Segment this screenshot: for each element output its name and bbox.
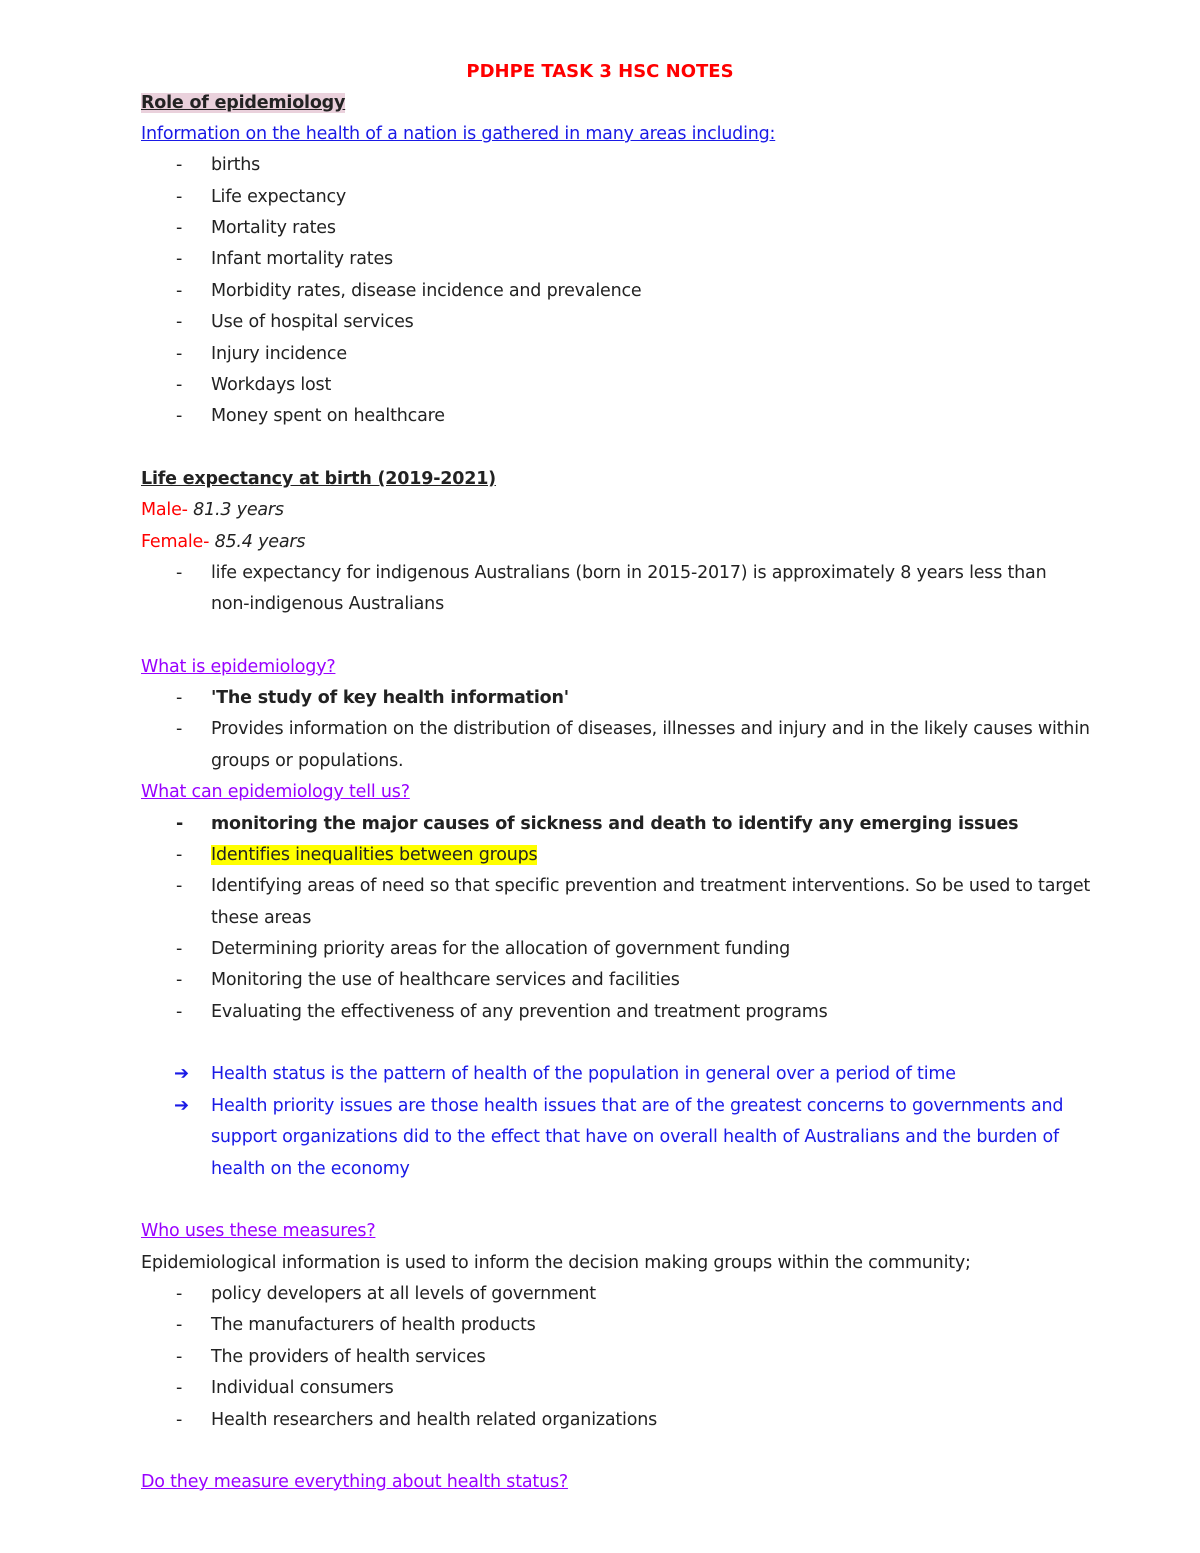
list-item: Identifying areas of need so that specific prevention and treatment interventions. So be used to target	[211, 876, 1091, 896]
list-item: The manufacturers of health products	[211, 1315, 536, 1335]
section-heading-what-is: What is epidemiology?	[141, 657, 336, 677]
list-item: Individual consumers	[211, 1378, 394, 1398]
list-item: Morbidity rates, disease incidence and prevalence	[211, 281, 642, 301]
list-item-continuation: non-indigenous Australians	[211, 594, 444, 614]
arrow-point-continuation: support organizations did to the effect that have on overall health of Australians and the burden of	[211, 1127, 1060, 1147]
bullet-dash: -	[176, 344, 183, 364]
arrow-right-icon: ➔	[174, 1063, 190, 1084]
female-value: 85.4 years	[214, 532, 306, 552]
bullet-dash: -	[176, 814, 184, 834]
list-item: life expectancy for indigenous Australians (born in 2015-2017) is approximately 8 years less than	[211, 563, 1047, 583]
page-title: PDHPE TASK 3 HSC NOTES	[466, 61, 734, 82]
bullet-dash: -	[176, 406, 183, 426]
bullet-dash: -	[176, 312, 183, 332]
highlighted-text: Identifies inequalities between groups	[211, 845, 538, 865]
bullet-dash: -	[176, 970, 183, 990]
bullet-dash: -	[176, 218, 183, 238]
list-item: Infant mortality rates	[211, 249, 393, 269]
list-item: Monitoring the use of healthcare services and facilities	[211, 970, 680, 990]
female-life-expectancy	[141, 530, 305, 554]
bullet-dash: -	[176, 187, 183, 207]
male-value: 81.3 years	[193, 500, 284, 520]
section-heading-what-can: What can epidemiology tell us?	[141, 782, 410, 802]
role-intro: Information on the health of a nation is gathered in many areas including:	[141, 124, 776, 144]
list-item: Money spent on healthcare	[211, 406, 445, 426]
section-heading-measure: Do they measure everything about health status?	[141, 1472, 568, 1492]
bullet-dash: -	[176, 1378, 183, 1398]
bullet-dash: -	[176, 688, 183, 708]
bullet-dash: -	[176, 249, 183, 269]
list-item: Injury incidence	[211, 344, 347, 364]
who-uses-intro: Epidemiological information is used to inform the decision making groups within the community;	[141, 1253, 971, 1273]
list-item: policy developers at all levels of government	[211, 1284, 596, 1304]
female-label: Female-	[141, 532, 215, 552]
bullet-dash: -	[176, 281, 183, 301]
arrow-right-icon: ➔	[174, 1095, 190, 1116]
section-heading-role	[141, 91, 345, 115]
arrow-point: Health status is the pattern of health of the population in general over a period of time	[211, 1064, 956, 1084]
male-label: Male-	[141, 500, 194, 520]
bullet-dash: -	[176, 155, 183, 175]
list-item: Workdays lost	[211, 375, 332, 395]
list-item: 'The study of key health information'	[211, 688, 569, 708]
list-item: The providers of health services	[211, 1347, 486, 1367]
bullet-dash: -	[176, 1284, 183, 1304]
list-item-continuation: these areas	[211, 908, 312, 928]
list-item: Use of hospital services	[211, 312, 414, 332]
bullet-dash: -	[176, 1002, 183, 1022]
list-item: Mortality rates	[211, 218, 336, 238]
list-item: Evaluating the effectiveness of any prevention and treatment programs	[211, 1002, 828, 1022]
bullet-dash: -	[176, 1410, 183, 1430]
list-item: Life expectancy	[211, 187, 347, 207]
bullet-dash: -	[176, 375, 183, 395]
bullet-dash: -	[176, 876, 183, 896]
bullet-dash: -	[176, 563, 183, 583]
section-heading-who-uses: Who uses these measures?	[141, 1221, 376, 1241]
bullet-dash: -	[176, 939, 183, 959]
list-item-continuation: groups or populations.	[211, 751, 404, 771]
list-item: Provides information on the distribution of diseases, illnesses and injury and in the likely causes within	[211, 719, 1090, 739]
list-item: births	[211, 155, 261, 175]
bullet-dash: -	[176, 1315, 183, 1335]
list-item: monitoring the major causes of sickness and death to identify any emerging issues	[211, 814, 1019, 834]
list-item: Health researchers and health related organizations	[211, 1410, 658, 1430]
arrow-point-continuation: health on the economy	[211, 1159, 410, 1179]
role-heading-text: Role of epidemiology	[141, 93, 346, 113]
bullet-dash: -	[176, 719, 183, 739]
list-item: Determining priority areas for the allocation of government funding	[211, 939, 791, 959]
list-item-highlighted	[211, 843, 537, 867]
arrow-point: Health priority issues are those health issues that are of the greatest concerns to governments and	[211, 1096, 1064, 1116]
bullet-dash: -	[176, 845, 183, 865]
section-heading-life-expectancy: Life expectancy at birth (2019-2021)	[141, 469, 496, 489]
male-life-expectancy	[141, 498, 284, 522]
bullet-dash: -	[176, 1347, 183, 1367]
